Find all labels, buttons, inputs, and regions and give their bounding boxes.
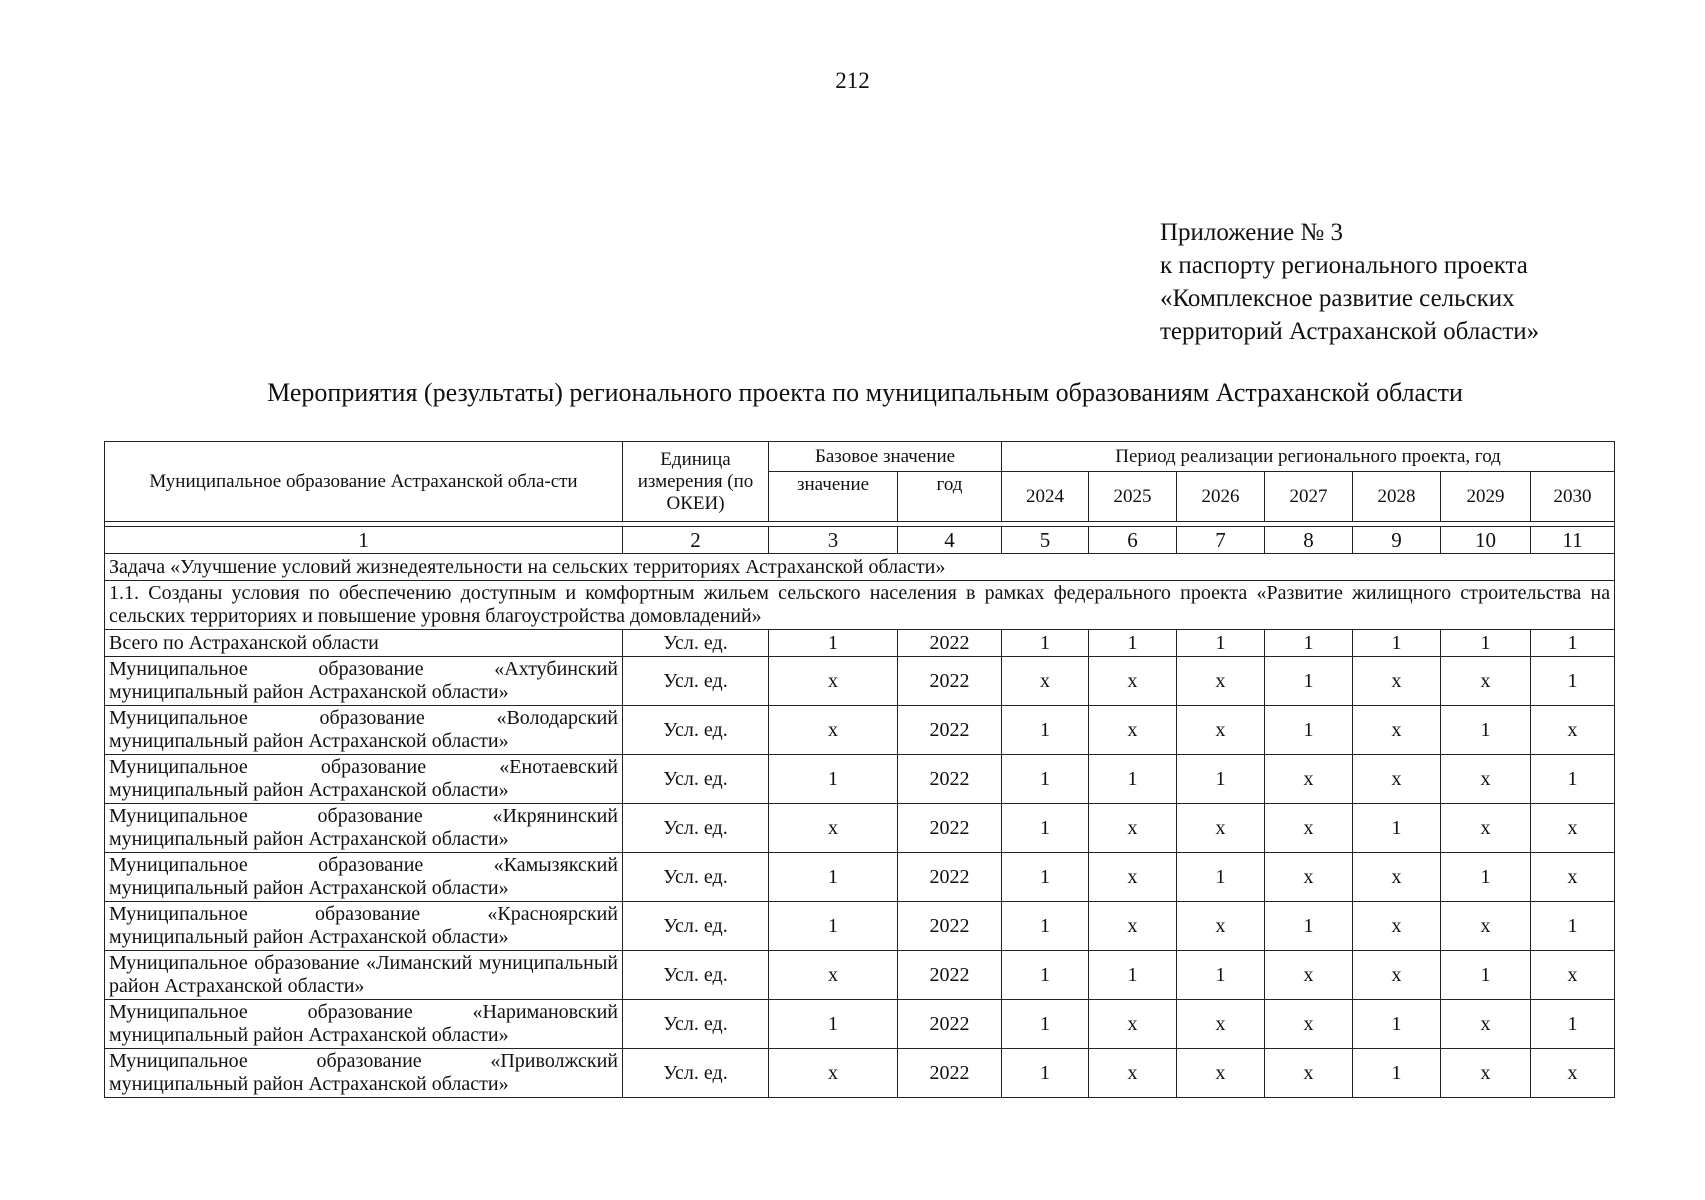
year-value-cell: x [1089, 853, 1177, 902]
table-row [105, 951, 1615, 1000]
base-year-cell: 2022 [898, 657, 1002, 706]
year-value-cell: 1 [1002, 1000, 1089, 1049]
table-row [105, 1049, 1615, 1098]
base-value-cell: x [769, 804, 898, 853]
year-value-cell: 1 [1531, 1000, 1615, 1049]
column-number: 4 [898, 527, 1002, 554]
year-value-cell: x [1089, 657, 1177, 706]
year-value-cell: 1 [1531, 657, 1615, 706]
task-text: Задача «Улучшение условий жизнедеятельности на сельских территориях Астраханской области» [105, 554, 1615, 581]
municipality-name: Муниципальное образование «Икрянинский муниципальный район Астраханской области» [105, 804, 623, 853]
year-value-cell: x [1353, 657, 1441, 706]
column-number-row [105, 527, 1615, 554]
total-value: 1 [1441, 630, 1531, 657]
base-value-cell: x [769, 706, 898, 755]
results-table [104, 441, 1615, 1098]
year-value-cell: x [1177, 804, 1265, 853]
table-row [105, 902, 1615, 951]
year-value-cell: 1 [1002, 804, 1089, 853]
appendix-line: «Комплексное развитие сельских [1160, 285, 1515, 312]
base-year-cell: 2022 [898, 902, 1002, 951]
year-value-cell: x [1353, 951, 1441, 1000]
municipality-name: Муниципальное образование «Енотаевский муниципальный район Астраханской области» [105, 755, 623, 804]
year-value-cell: x [1265, 755, 1353, 804]
task-row [105, 554, 1615, 581]
header-year: 2028 [1353, 472, 1441, 522]
year-value-cell: x [1531, 706, 1615, 755]
base-year-cell: 2022 [898, 1049, 1002, 1098]
unit-cell: Усл. ед. [623, 804, 769, 853]
column-number: 11 [1531, 527, 1615, 554]
year-value-cell: x [1441, 1000, 1531, 1049]
year-value-cell: 1 [1089, 951, 1177, 1000]
municipality-name: Муниципальное образование «Лиманский муниципальный район Астраханской области» [105, 951, 623, 1000]
total-row [105, 630, 1615, 657]
column-number: 8 [1265, 527, 1353, 554]
year-value-cell: x [1265, 1049, 1353, 1098]
year-value-cell: 1 [1177, 853, 1265, 902]
header-year: 2024 [1002, 472, 1089, 522]
base-value-cell: 1 [769, 902, 898, 951]
municipality-name: Муниципальное образование «Володарский муниципальный район Астраханской области» [105, 706, 623, 755]
base-value-cell: x [769, 657, 898, 706]
total-value: 1 [1531, 630, 1615, 657]
year-value-cell: 1 [1441, 951, 1531, 1000]
year-value-cell: x [1265, 804, 1353, 853]
base-value-cell: x [769, 951, 898, 1000]
table-row [105, 755, 1615, 804]
year-value-cell: x [1531, 951, 1615, 1000]
year-value-cell: x [1002, 657, 1089, 706]
column-number: 7 [1177, 527, 1265, 554]
appendix-line: территорий Астраханской области» [1160, 318, 1540, 345]
year-value-cell: x [1265, 1000, 1353, 1049]
total-value: 1 [1177, 630, 1265, 657]
year-value-cell: x [1089, 706, 1177, 755]
year-value-cell: 1 [1177, 755, 1265, 804]
base-year-cell: 2022 [898, 706, 1002, 755]
table-row [105, 1000, 1615, 1049]
year-value-cell: 1 [1002, 902, 1089, 951]
year-value-cell: x [1441, 804, 1531, 853]
year-value-cell: 1 [1002, 951, 1089, 1000]
column-number: 9 [1353, 527, 1441, 554]
column-number: 1 [105, 527, 623, 554]
year-value-cell: x [1177, 1049, 1265, 1098]
year-value-cell: 1 [1441, 853, 1531, 902]
header-base-year: год [898, 472, 1002, 522]
header-municipality: Муниципальное образование Астраханской обла-сти [105, 442, 623, 522]
header-period: Период реализации регионального проекта, год [1002, 442, 1615, 472]
year-value-cell: 1 [1002, 706, 1089, 755]
year-value-cell: 1 [1441, 706, 1531, 755]
total-name: Всего по Астраханской области [105, 630, 623, 657]
year-value-cell: x [1353, 755, 1441, 804]
year-value-cell: 1 [1002, 755, 1089, 804]
column-number: 6 [1089, 527, 1177, 554]
subtask-row [105, 581, 1615, 630]
year-value-cell: x [1531, 1049, 1615, 1098]
header-year: 2027 [1265, 472, 1353, 522]
appendix-line: Приложение № 3 [1160, 219, 1344, 246]
header-base-value: значение [769, 472, 898, 522]
year-value-cell: 1 [1177, 951, 1265, 1000]
base-year-cell: 2022 [898, 755, 1002, 804]
year-value-cell: x [1441, 902, 1531, 951]
base-value-cell: 1 [769, 853, 898, 902]
base-year-cell: 2022 [898, 804, 1002, 853]
year-value-cell: x [1265, 853, 1353, 902]
header-year: 2029 [1441, 472, 1531, 522]
total-base-value: 1 [769, 630, 898, 657]
year-value-cell: 1 [1531, 902, 1615, 951]
table-row [105, 853, 1615, 902]
base-year-cell: 2022 [898, 853, 1002, 902]
unit-cell: Усл. ед. [623, 853, 769, 902]
header-unit: Единица измерения (по ОКЕИ) [623, 442, 769, 522]
column-number: 5 [1002, 527, 1089, 554]
year-value-cell: 1 [1089, 755, 1177, 804]
total-value: 1 [1265, 630, 1353, 657]
year-value-cell: x [1089, 902, 1177, 951]
header-year: 2030 [1531, 472, 1615, 522]
base-value-cell: 1 [769, 1000, 898, 1049]
unit-cell: Усл. ед. [623, 951, 769, 1000]
base-year-cell: 2022 [898, 1000, 1002, 1049]
unit-cell: Усл. ед. [623, 657, 769, 706]
appendix-line: к паспорту регионального проекта [1160, 252, 1528, 279]
header-base: Базовое значение [769, 442, 1002, 472]
year-value-cell: 1 [1265, 657, 1353, 706]
year-value-cell: x [1177, 657, 1265, 706]
municipality-name: Муниципальное образование «Ахтубинский муниципальный район Астраханской области» [105, 657, 623, 706]
year-value-cell: 1 [1265, 706, 1353, 755]
base-value-cell: x [769, 1049, 898, 1098]
year-value-cell: 1 [1531, 755, 1615, 804]
base-value-cell: 1 [769, 755, 898, 804]
total-base-year: 2022 [898, 630, 1002, 657]
header-year: 2025 [1089, 472, 1177, 522]
year-value-cell: 1 [1353, 804, 1441, 853]
header-year: 2026 [1177, 472, 1265, 522]
base-year-cell: 2022 [898, 951, 1002, 1000]
year-value-cell: x [1177, 1000, 1265, 1049]
year-value-cell: x [1089, 1000, 1177, 1049]
table-row [105, 804, 1615, 853]
subtask-text: 1.1. Созданы условия по обеспечению доступным и комфортным жильем сельского населения в рамках федерального проекта «Развитие жилищного строительства на сельских территориях и повышение уровня благоустройства домовладений» [105, 581, 1615, 630]
total-value: 1 [1002, 630, 1089, 657]
unit-cell: Усл. ед. [623, 755, 769, 804]
year-value-cell: x [1441, 657, 1531, 706]
table-row [105, 706, 1615, 755]
appendix-note [1160, 216, 1539, 348]
year-value-cell: 1 [1353, 1049, 1441, 1098]
year-value-cell: 1 [1002, 1049, 1089, 1098]
municipality-name: Муниципальное образование «Наримановский муниципальный район Астраханской области» [105, 1000, 623, 1049]
unit-cell: Усл. ед. [623, 1000, 769, 1049]
year-value-cell: x [1089, 1049, 1177, 1098]
year-value-cell: x [1441, 755, 1531, 804]
total-value: 1 [1089, 630, 1177, 657]
year-value-cell: x [1353, 853, 1441, 902]
column-number: 3 [769, 527, 898, 554]
year-value-cell: x [1353, 902, 1441, 951]
column-number: 2 [623, 527, 769, 554]
year-value-cell: x [1177, 902, 1265, 951]
municipality-name: Муниципальное образование «Камызякский муниципальный район Астраханской области» [105, 853, 623, 902]
year-value-cell: x [1177, 706, 1265, 755]
year-value-cell: 1 [1265, 902, 1353, 951]
municipality-name: Муниципальное образование «Приволжский муниципальный район Астраханской области» [105, 1049, 623, 1098]
year-value-cell: x [1531, 853, 1615, 902]
total-unit: Усл. ед. [623, 630, 769, 657]
year-value-cell: 1 [1002, 853, 1089, 902]
year-value-cell: x [1265, 951, 1353, 1000]
year-value-cell: x [1089, 804, 1177, 853]
document-title: Мероприятия (результаты) регионального проекта по муниципальным образованиям Астраханской области [267, 378, 1463, 407]
total-value: 1 [1353, 630, 1441, 657]
table-row [105, 657, 1615, 706]
year-value-cell: x [1531, 804, 1615, 853]
column-number: 10 [1441, 527, 1531, 554]
unit-cell: Усл. ед. [623, 902, 769, 951]
year-value-cell: x [1441, 1049, 1531, 1098]
year-value-cell: x [1353, 706, 1441, 755]
page-number: 212 [835, 68, 870, 93]
unit-cell: Усл. ед. [623, 1049, 769, 1098]
municipality-name: Муниципальное образование «Красноярский муниципальный район Астраханской области» [105, 902, 623, 951]
year-value-cell: 1 [1353, 1000, 1441, 1049]
unit-cell: Усл. ед. [623, 706, 769, 755]
